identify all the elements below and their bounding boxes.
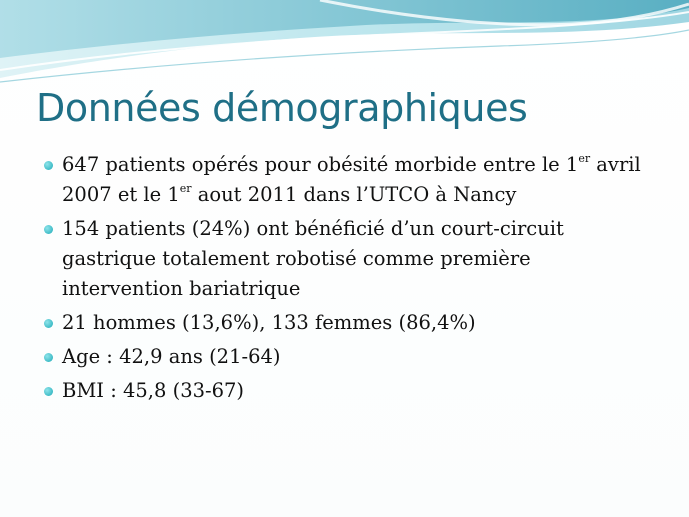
- superscript-er: er: [179, 182, 192, 195]
- bullet-age: [44, 342, 644, 372]
- bullet-list: [44, 150, 644, 410]
- bullet-dot-icon: [44, 225, 53, 234]
- bullet-text: Age : 42,9 ans (21-64): [62, 345, 281, 368]
- bullet-text: 21 hommes (13,6%), 133 femmes (86,4%): [62, 311, 476, 334]
- bullet-text-part: avril 2007 et le 1: [62, 153, 641, 206]
- bullet-bmi: [44, 376, 644, 406]
- bullet-dot-icon: [44, 319, 53, 328]
- header-wave-decoration: [0, 0, 689, 90]
- bullet-patients-operes: [44, 150, 644, 210]
- bullet-dot-icon: [44, 161, 53, 170]
- bullet-text-part: aout 2011 dans l’UTCO à Nancy: [191, 183, 517, 206]
- bullet-dot-icon: [44, 353, 53, 362]
- superscript-er: er: [578, 152, 591, 165]
- slide-title: Données démographiques: [36, 86, 528, 130]
- bullet-text: BMI : 45,8 (33-67): [62, 379, 245, 402]
- bullet-dot-icon: [44, 387, 53, 396]
- bullet-text-part: 647 patients opérés pour obésité morbide entre le 1: [62, 153, 579, 176]
- bullet-court-circuit: [44, 214, 644, 304]
- bullet-sexe: [44, 308, 644, 338]
- bullet-text: 154 patients (24%) ont bénéficié d’un court-circuit gastrique totalement robotisé comme première intervention bariatrique: [62, 217, 564, 300]
